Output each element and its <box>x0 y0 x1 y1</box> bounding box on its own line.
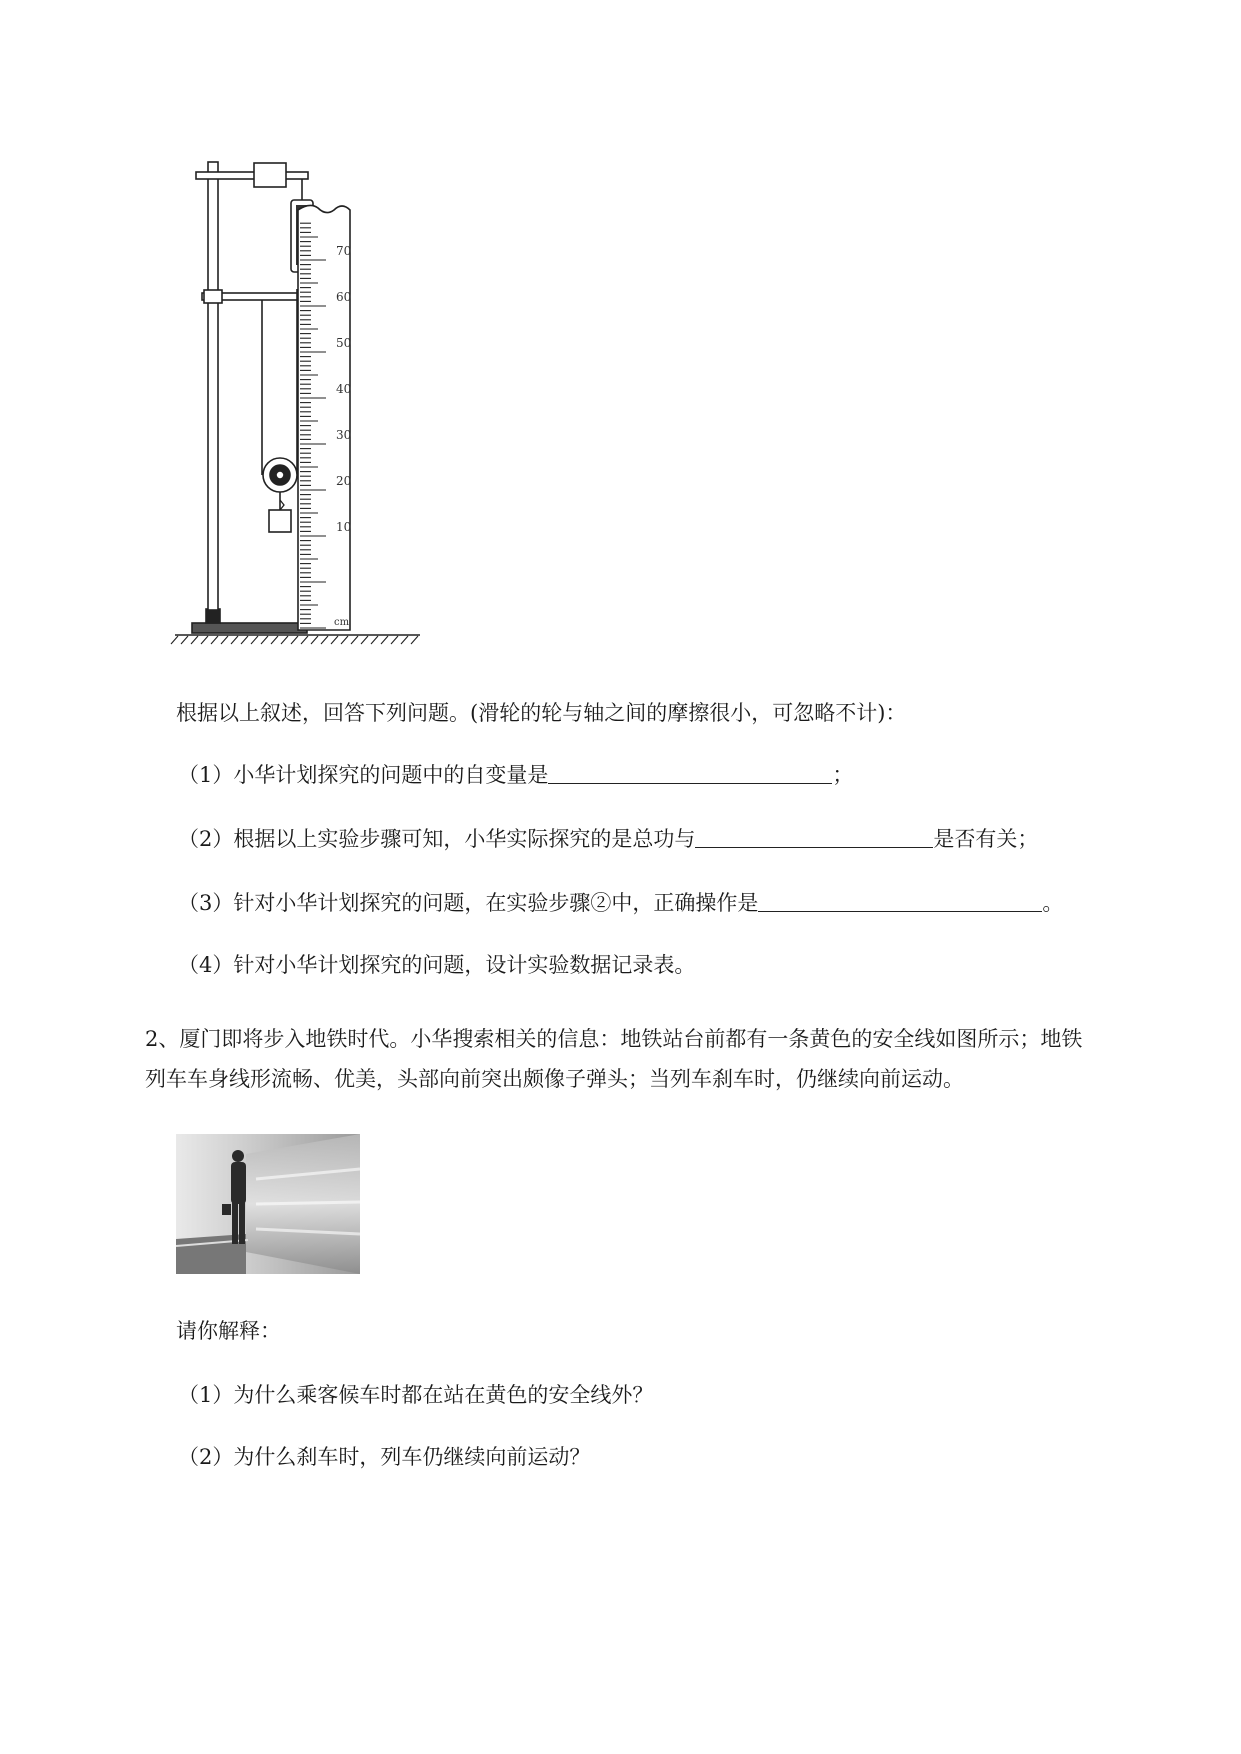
sub2-suffix: 是否有关； <box>933 827 1039 851</box>
sub1-prefix: （1）小华计划探究的问题中的自变量是 <box>178 763 549 787</box>
question2-line1: 2、厦门即将步入地铁时代。小华搜索相关的信息：地铁站台前都有一条黄色的安全线如图所示；地铁 <box>145 1027 1083 1051</box>
subway-platform-photo <box>176 1134 360 1274</box>
clamp-block <box>254 163 286 187</box>
question2-sub2: （2）为什么刹车时，列车仍继续向前运动？ <box>178 1445 591 1469</box>
scale-label-70: 70 <box>336 244 352 258</box>
question1-intro: 根据以上叙述，回答下列问题。(滑轮的轮与轴之间的摩擦很小，可忽略不计)： <box>176 701 907 725</box>
scale-label-unit: cm <box>334 617 350 628</box>
scale-label-10: 10 <box>336 520 352 534</box>
scale-label-20: 20 <box>336 474 352 488</box>
scale-label-30: 30 <box>336 428 352 442</box>
question1-sub3 <box>178 888 1063 918</box>
stand-base <box>192 623 307 633</box>
sub3-suffix: 。 <box>1042 891 1064 915</box>
question2-sub1: （1）为什么乘客候车时都在站在黄色的安全线外？ <box>178 1383 654 1407</box>
apparatus-figure <box>170 150 430 650</box>
stand-rod <box>208 162 218 610</box>
question2-line2: 列车车身线形流畅、优美，头部向前突出颇像子弹头；当列车刹车时，仍继续向前运动。 <box>145 1067 964 1091</box>
stand-foot <box>206 609 220 623</box>
scale-label-40: 40 <box>336 382 352 396</box>
question2-prompt: 请你解释： <box>176 1319 281 1343</box>
scale-label-60: 60 <box>336 290 352 304</box>
hanging-weight <box>269 510 291 532</box>
top-crossbar <box>196 172 308 179</box>
sub2-answer-blank[interactable] <box>695 825 933 848</box>
question1-sub4: （4）针对小华计划探究的问题，设计实验数据记录表。 <box>178 953 696 977</box>
ground-hatch <box>171 636 418 644</box>
sub3-prefix: （3）针对小华计划探究的问题，在实验步骤②中，正确操作是 <box>178 891 759 915</box>
question1-sub2 <box>178 824 1038 854</box>
sub1-answer-blank[interactable] <box>548 761 832 784</box>
sub2-prefix: （2）根据以上实验步骤可知，小华实际探究的是总功与 <box>178 827 696 851</box>
scale-label-50: 50 <box>336 336 352 350</box>
question1-sub1 <box>178 760 853 790</box>
sub3-answer-blank[interactable] <box>758 889 1042 912</box>
sub1-suffix: ； <box>832 763 854 787</box>
